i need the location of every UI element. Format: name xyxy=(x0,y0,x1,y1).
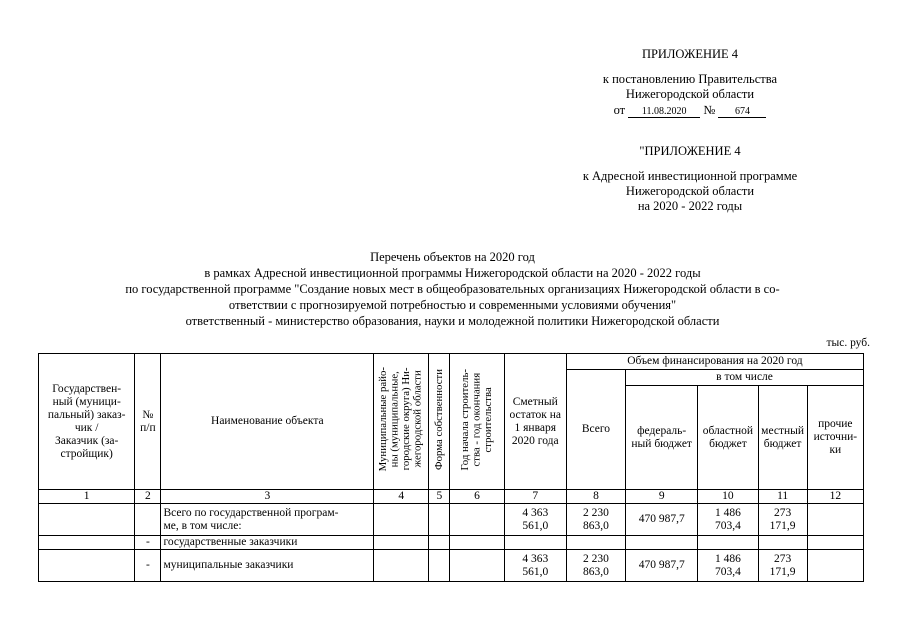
row-municipality xyxy=(374,504,429,536)
title-line-4: ответствии с прогнозируемой потребностью и современными условиями обучения" xyxy=(228,298,677,312)
header-total: Всего xyxy=(566,370,625,490)
row-other xyxy=(807,550,863,582)
row-years xyxy=(450,504,504,536)
table-row xyxy=(39,550,864,582)
row-years xyxy=(450,550,504,582)
col-number: 9 xyxy=(626,490,698,504)
appendix-number: 674 xyxy=(718,106,766,118)
row-total xyxy=(566,536,625,550)
row-years xyxy=(450,536,504,550)
header-ownership: Форма собственности xyxy=(429,354,450,490)
col-number: 10 xyxy=(698,490,758,504)
row-ownership xyxy=(429,550,450,582)
row-other xyxy=(807,536,863,550)
col-number: 1 xyxy=(39,490,135,504)
title-line-3: по государственной программе "Создание новых мест в общеобразовательных организациях Нижегородской области в со- xyxy=(125,282,780,296)
table-row xyxy=(39,536,864,550)
row-federal xyxy=(626,536,698,550)
col-number: 2 xyxy=(135,490,161,504)
row-local: 273 171,9 xyxy=(758,550,807,582)
header-financing: Объем финансирования на 2020 год xyxy=(566,354,863,370)
row-customer xyxy=(39,536,135,550)
row-total: 2 230 863,0 xyxy=(566,550,625,582)
row-municipality xyxy=(374,536,429,550)
header-estimate: Сметный остаток на 1 января 2020 года xyxy=(504,354,566,490)
row-estimate: 4 363 561,0 xyxy=(504,504,566,536)
units-label: тыс. руб. xyxy=(826,337,870,349)
header-regional: областной бюджет xyxy=(698,386,758,490)
appendix-line-1: к постановлению Правительства xyxy=(602,72,778,86)
program-line-2: Нижегородской области xyxy=(625,184,755,198)
row-estimate: 4 363 561,0 xyxy=(504,550,566,582)
objects-table xyxy=(38,353,864,582)
document-title xyxy=(0,249,905,329)
row-no xyxy=(135,504,161,536)
program-line-3: на 2020 - 2022 годы xyxy=(637,199,743,213)
table-row xyxy=(39,504,864,536)
col-number: 11 xyxy=(758,490,807,504)
row-customer xyxy=(39,550,135,582)
row-ownership xyxy=(429,504,450,536)
row-name: государственные заказчики xyxy=(161,536,374,550)
program-title: "ПРИЛОЖЕНИЕ 4 xyxy=(639,144,741,158)
row-name: Всего по государственной програм- ме, в том числе: xyxy=(161,504,374,536)
col-number: 6 xyxy=(450,490,504,504)
row-federal: 470 987,7 xyxy=(626,504,698,536)
header-municipality: Муниципальные райо- ны (муниципальные, городские округа) Ни- жегородской области xyxy=(374,354,429,490)
appendix-title: ПРИЛОЖЕНИЕ 4 xyxy=(641,47,739,61)
header-local: местный бюджет xyxy=(758,386,807,490)
appendix-date: 11.08.2020 xyxy=(628,106,700,118)
header-federal: федераль- ный бюджет xyxy=(626,386,698,490)
row-regional: 1 486 703,4 xyxy=(698,550,758,582)
number-label: № xyxy=(703,103,716,117)
program-header xyxy=(560,143,820,214)
appendix-date-line xyxy=(560,102,820,119)
header-object-name: Наименование объекта xyxy=(161,354,374,490)
col-number: 7 xyxy=(504,490,566,504)
header-years: Год начала строитель- ства - год окончания строительства xyxy=(450,354,504,490)
row-federal: 470 987,7 xyxy=(626,550,698,582)
program-line-1: к Адресной инвестиционной программе xyxy=(582,169,798,183)
appendix-header xyxy=(560,46,820,119)
col-number: 8 xyxy=(566,490,625,504)
header-customer: Государствен- ный (муници- пальный) заказ- чик / Заказчик (за- стройщик) xyxy=(39,354,135,490)
col-number: 5 xyxy=(429,490,450,504)
row-local: 273 171,9 xyxy=(758,504,807,536)
row-name: муниципальные заказчики xyxy=(161,550,374,582)
row-municipality xyxy=(374,550,429,582)
col-number: 4 xyxy=(374,490,429,504)
row-no: - xyxy=(135,536,161,550)
appendix-line-2: Нижегородской области xyxy=(625,87,755,101)
col-number: 3 xyxy=(161,490,374,504)
header-including: в том числе xyxy=(626,370,864,386)
row-regional xyxy=(698,536,758,550)
row-customer xyxy=(39,504,135,536)
row-estimate xyxy=(504,536,566,550)
from-label: от xyxy=(613,103,626,117)
row-no: - xyxy=(135,550,161,582)
column-number-row xyxy=(39,490,864,504)
title-line-2: в рамках Адресной инвестиционной программы Нижегородской области на 2020 - 2022 годы xyxy=(204,266,701,280)
row-other xyxy=(807,504,863,536)
row-ownership xyxy=(429,536,450,550)
row-total: 2 230 863,0 xyxy=(566,504,625,536)
title-line-5: ответственный - министерство образования, науки и молодежной политики Нижегородской области xyxy=(185,314,720,328)
title-line-1: Перечень объектов на 2020 год xyxy=(370,250,535,264)
header-number: № п/п xyxy=(135,354,161,490)
col-number: 12 xyxy=(807,490,863,504)
row-local xyxy=(758,536,807,550)
row-regional: 1 486 703,4 xyxy=(698,504,758,536)
header-other: прочие источни- ки xyxy=(807,386,863,490)
